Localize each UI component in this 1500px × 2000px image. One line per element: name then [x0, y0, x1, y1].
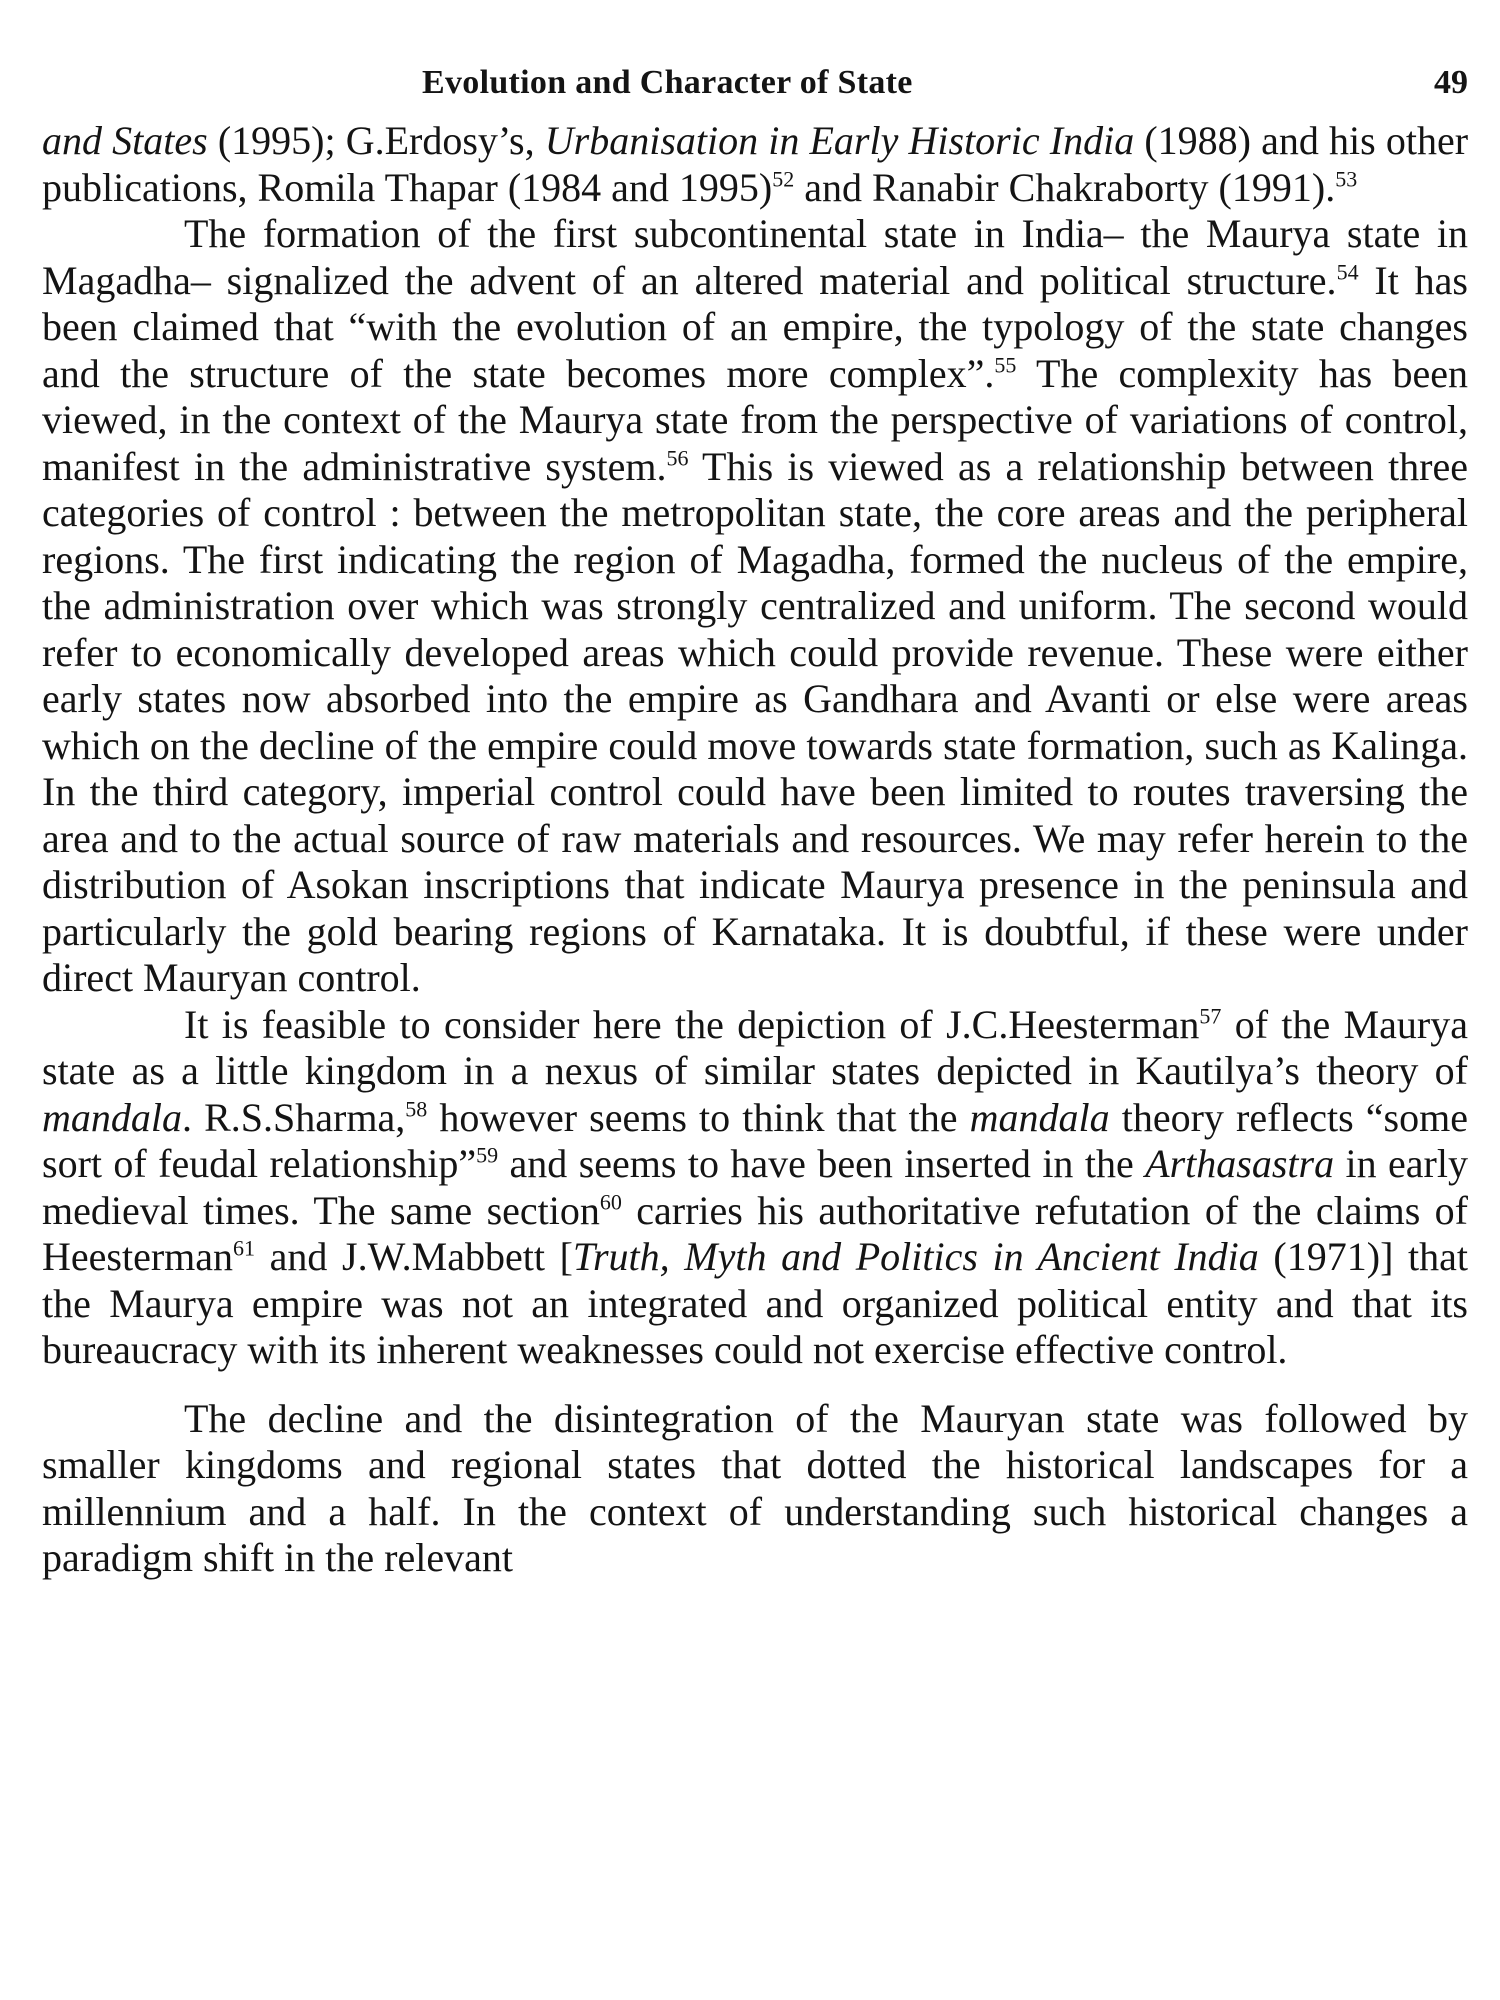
text-span: theory reflects “some sort of feudal relationship” — [42, 1094, 1468, 1186]
text-span: . R.S.Sharma, — [182, 1094, 406, 1140]
footnote-ref: 58 — [405, 1096, 428, 1122]
italic-title: and States — [42, 118, 208, 163]
text-span: carries his authoritative refutation of the claims of Heesterman — [42, 1187, 1468, 1279]
text-span: The formation of the first subcontinental state in India– the Maurya state in Magadha– signalized the advent of an altered material and political structure. — [42, 211, 1468, 303]
footnote-ref: 54 — [1336, 259, 1359, 285]
text-span: however seems to think that the — [427, 1094, 970, 1140]
text-span: (1988) and his other publications, Romila Thapar (1984 and 1995) — [42, 118, 1469, 210]
italic-title: Urbanisation in Early Historic India — [544, 118, 1135, 163]
footnote-ref: 56 — [666, 445, 689, 471]
text-span: The decline and the disintegration of the Mauryan state was followed by smaller kingdoms and regional states that dotted the historical landscapes for a millennium and a half. In the context of understanding such historical changes a paradigm shift in the relevant — [42, 1395, 1468, 1580]
book-page — [42, 60, 1468, 1980]
text-span: This is viewed as a relationship between three categories of control : between the metropolitan state, the core areas and the peripheral regions. The first indicating the region of Magadha, formed the nucleus of the empire, the administration over which was strongly centralized and uniform. The second would refer to economically developed areas which could provide revenue. These were either early states now absorbed into the empire as Gandhara and Avanti or else were areas which on the decline of the empire could move towards state formation, such as Kalinga. In the third category, imperial control could have been limited to routes traversing the area and to the actual source of raw materials and resources. We may refer herein to the distribution of Asokan inscriptions that indicate Maurya presence in the peninsula and particularly the gold bearing regions of Karnataka. It is doubtful, if these were under direct Mauryan control. — [42, 443, 1469, 1000]
footnote-ref: 55 — [994, 352, 1017, 378]
text-span: (1995); G.Erdosy’s, — [207, 118, 545, 163]
footnote-ref: 59 — [476, 1142, 499, 1168]
text-span: and J.W.Mabbett [ — [255, 1234, 573, 1279]
running-title: Evolution and Character of State — [422, 64, 913, 101]
italic-title: Arthasastra — [1145, 1141, 1335, 1186]
italic-term: mandala — [42, 1094, 182, 1140]
text-span: and Ranabir Chakraborty (1991). — [794, 164, 1336, 210]
text-span: in early medieval times. The same section — [42, 1141, 1468, 1233]
paragraph-1 — [42, 118, 1468, 211]
text-span: and seems to have been inserted in the — [498, 1141, 1146, 1186]
italic-title: Truth, Myth and Politics in Ancient India — [572, 1234, 1259, 1279]
text-span: of the Maurya state as a little kingdom in a nexus of similar states depicted in Kautilya’s theory of — [42, 1001, 1468, 1093]
footnote-ref: 52 — [772, 166, 795, 192]
page-number: 49 — [1434, 64, 1468, 101]
running-head — [42, 60, 1468, 112]
footnote-ref: 53 — [1335, 166, 1358, 192]
footnote-ref: 61 — [233, 1235, 256, 1261]
body-text — [42, 118, 1468, 1582]
footnote-ref: 60 — [599, 1189, 622, 1215]
italic-term: mandala — [969, 1094, 1110, 1140]
paragraph-2 — [42, 211, 1468, 1002]
footnote-ref: 57 — [1199, 1003, 1222, 1029]
text-span: (1971)] that the Maurya empire was not an integrated and organized political entity and that its bureaucracy with its inherent weaknesses could not exercise effective control. — [42, 1234, 1468, 1372]
text-span: The complexity has been viewed, in the context of the Maurya state from the perspective of variations of control, manifest in the administrative system. — [42, 350, 1468, 489]
text-span: It is feasible to consider here the depiction of J.C.Heesterman — [184, 1001, 1200, 1047]
paragraph-4 — [42, 1396, 1468, 1582]
text-span: It has been claimed that “with the evolution of an empire, the typology of the state changes and the structure of the state becomes more complex”. — [42, 257, 1468, 396]
paragraph-3 — [42, 1002, 1468, 1374]
